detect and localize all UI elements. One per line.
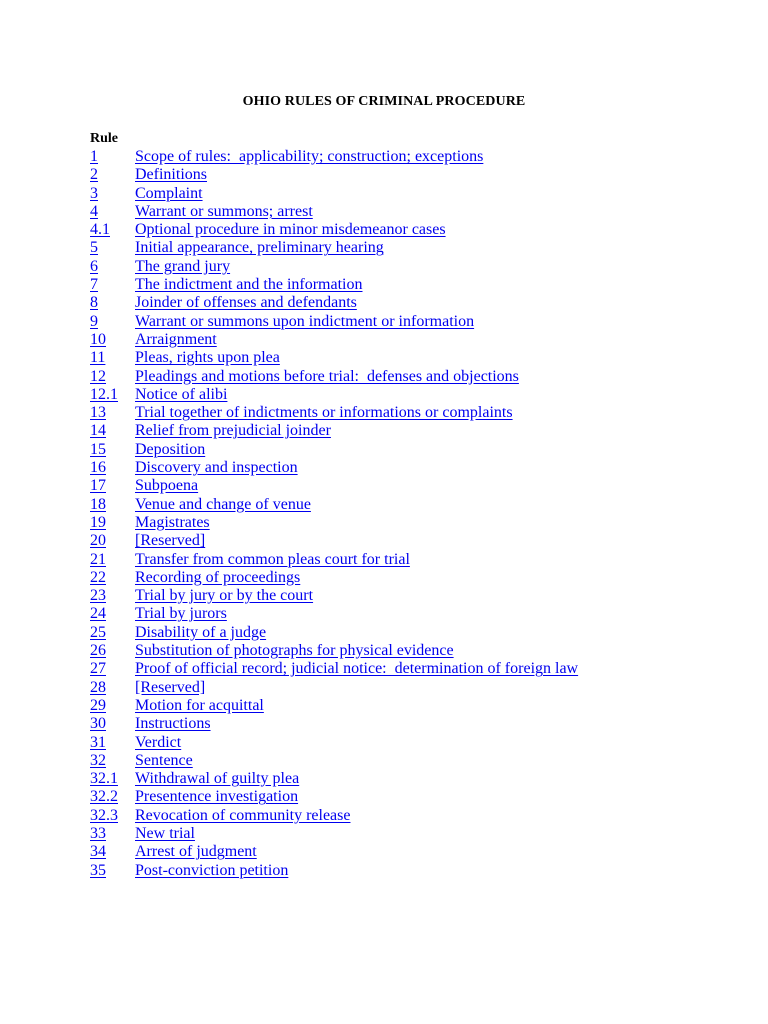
rule-number-link[interactable]: 6: [90, 257, 98, 275]
rule-number-link[interactable]: 5: [90, 239, 98, 257]
rule-number-link[interactable]: 16: [90, 459, 106, 477]
rule-number-link[interactable]: 4: [90, 202, 98, 220]
rule-title-link[interactable]: Complaint: [135, 184, 203, 202]
rule-number-link[interactable]: 18: [90, 495, 106, 513]
rule-row: [90, 477, 690, 495]
rule-number-link[interactable]: 17: [90, 477, 106, 495]
rule-number-link[interactable]: 8: [90, 294, 98, 312]
rule-number-link[interactable]: 28: [90, 678, 106, 696]
rule-number-link[interactable]: 21: [90, 550, 106, 568]
rule-row: [90, 532, 690, 550]
rule-title-link[interactable]: Trial together of indictments or informations or complaints: [135, 404, 513, 422]
rule-title-link[interactable]: Relief from prejudicial joinder: [135, 422, 331, 440]
rule-title-link[interactable]: The grand jury: [135, 257, 231, 275]
rule-row: [90, 587, 690, 605]
rule-row: [90, 624, 690, 642]
rule-title-link[interactable]: Arraignment: [135, 330, 217, 348]
rule-row: [90, 422, 690, 440]
rule-title-link[interactable]: Optional procedure in minor misdemeanor cases: [135, 221, 446, 239]
rule-row: [90, 148, 690, 166]
rule-number-link[interactable]: 13: [90, 404, 106, 422]
rule-number-link[interactable]: 14: [90, 422, 106, 440]
rule-number-link[interactable]: 10: [90, 330, 106, 348]
rule-number-link[interactable]: 27: [90, 660, 106, 678]
rules-table-of-contents: [90, 148, 690, 880]
rule-row: [90, 386, 690, 404]
rule-number-link[interactable]: 23: [90, 587, 106, 605]
rule-title-link[interactable]: Verdict: [135, 733, 182, 751]
rule-title-link[interactable]: Warrant or summons; arrest: [135, 202, 313, 220]
rule-number-link[interactable]: 29: [90, 696, 106, 714]
rule-number-link[interactable]: 32.2: [90, 788, 118, 806]
rule-title-link[interactable]: Venue and change of venue: [135, 495, 311, 513]
rule-row: [90, 825, 690, 843]
rule-row: [90, 807, 690, 825]
rule-title-link[interactable]: Magistrates: [135, 513, 210, 531]
rule-number-link[interactable]: 22: [90, 568, 106, 586]
rule-number-link[interactable]: 12: [90, 367, 106, 385]
rule-title-link[interactable]: Disability of a judge: [135, 623, 267, 641]
rule-column-header: Rule: [90, 131, 118, 146]
rule-number-link[interactable]: 35: [90, 861, 106, 879]
rule-row: [90, 166, 690, 184]
rule-row: [90, 734, 690, 752]
rule-title-link[interactable]: Joinder of offenses and defendants: [135, 294, 357, 312]
rule-title-link[interactable]: Warrant or summons upon indictment or information: [135, 312, 475, 330]
rule-row: [90, 843, 690, 861]
rule-title-link[interactable]: Recording of proceedings: [135, 568, 301, 586]
rule-row: [90, 496, 690, 514]
rule-row: [90, 221, 690, 239]
rule-row: [90, 276, 690, 294]
rule-title-link[interactable]: Notice of alibi: [135, 385, 228, 403]
rule-row: [90, 605, 690, 623]
rule-number-link[interactable]: 2: [90, 166, 98, 184]
rule-row: [90, 770, 690, 788]
rule-number-link[interactable]: 4.1: [90, 221, 110, 239]
rule-number-link[interactable]: 15: [90, 440, 106, 458]
rule-row: [90, 294, 690, 312]
rule-number-link[interactable]: 31: [90, 733, 106, 751]
rule-title-link[interactable]: Subpoena: [135, 477, 199, 495]
rule-row: [90, 862, 690, 880]
rule-row: [90, 788, 690, 806]
rule-title-link[interactable]: New trial: [135, 824, 195, 842]
rule-row: [90, 642, 690, 660]
rule-number-link[interactable]: 9: [90, 312, 98, 330]
rule-number-link[interactable]: 24: [90, 605, 106, 623]
rule-number-link[interactable]: 25: [90, 623, 106, 641]
rule-row: [90, 459, 690, 477]
rule-number-link[interactable]: 32: [90, 751, 106, 769]
rule-number-link[interactable]: 19: [90, 513, 106, 531]
rule-title-link[interactable]: Initial appearance, preliminary hearing: [135, 239, 384, 257]
rule-row: [90, 715, 690, 733]
rule-row: [90, 569, 690, 587]
rule-title-link[interactable]: Trial by jurors: [135, 605, 227, 623]
rule-number-link[interactable]: 20: [90, 532, 106, 550]
rule-row: [90, 368, 690, 386]
rule-row: [90, 331, 690, 349]
rule-row: [90, 514, 690, 532]
rule-title-link[interactable]: Sentence: [135, 751, 193, 769]
rule-row: [90, 660, 690, 678]
rule-title-link[interactable]: Instructions: [135, 715, 211, 733]
rule-title-link[interactable]: Presentence investigation: [135, 788, 299, 806]
rule-row: [90, 679, 690, 697]
rule-title-link[interactable]: Withdrawal of guilty plea: [135, 770, 300, 788]
rule-row: [90, 239, 690, 257]
rule-row: [90, 404, 690, 422]
rule-title-link[interactable]: Substitution of photographs for physical evidence: [135, 642, 454, 660]
rule-row: [90, 313, 690, 331]
rule-row: [90, 349, 690, 367]
rule-title-link[interactable]: The indictment and the information: [135, 276, 363, 294]
rule-title-link[interactable]: [Reserved]: [135, 678, 206, 696]
rule-row: [90, 697, 690, 715]
rule-number-link[interactable]: 12.1: [90, 385, 118, 403]
rule-number-link[interactable]: 33: [90, 824, 106, 842]
rule-number-link[interactable]: 26: [90, 642, 106, 660]
rule-row: [90, 551, 690, 569]
rule-title-link[interactable]: Scope of rules: applicability; construction; exceptions: [135, 148, 484, 165]
rule-row: [90, 441, 690, 459]
rule-number-link[interactable]: 30: [90, 715, 106, 733]
rule-title-link[interactable]: Deposition: [135, 440, 206, 458]
document-title: OHIO RULES OF CRIMINAL PROCEDURE: [242, 94, 526, 109]
rule-title-link[interactable]: Transfer from common pleas court for trial: [135, 550, 410, 568]
rule-row: [90, 258, 690, 276]
rule-title-link[interactable]: Definitions: [135, 166, 207, 184]
rule-title-link[interactable]: Motion for acquittal: [135, 696, 264, 714]
rule-title-link[interactable]: Pleas, rights upon plea: [135, 349, 280, 367]
rule-title-link[interactable]: Pleadings and motions before trial: defenses and objections: [135, 367, 519, 385]
rule-number-link[interactable]: 34: [90, 843, 106, 861]
rule-number-link[interactable]: 32.3: [90, 806, 118, 824]
rule-number-link[interactable]: 11: [90, 349, 106, 367]
rule-row: [90, 185, 690, 203]
rule-number-link[interactable]: 1: [90, 148, 98, 165]
rule-row: [90, 203, 690, 221]
rule-title-link[interactable]: Proof of official record; judicial notice: determination of foreign law: [135, 660, 579, 678]
rule-number-link[interactable]: 3: [90, 184, 98, 202]
rule-title-link[interactable]: Revocation of community release: [135, 806, 351, 824]
rule-title-link[interactable]: Arrest of judgment: [135, 843, 257, 861]
rule-row: [90, 752, 690, 770]
rule-title-link[interactable]: Post-conviction petition: [135, 861, 289, 879]
rule-title-link[interactable]: [Reserved]: [135, 532, 206, 550]
rule-title-link[interactable]: Discovery and inspection: [135, 459, 298, 477]
rule-title-link[interactable]: Trial by jury or by the court: [135, 587, 314, 605]
rule-number-link[interactable]: 32.1: [90, 770, 118, 788]
rule-number-link[interactable]: 7: [90, 276, 98, 294]
